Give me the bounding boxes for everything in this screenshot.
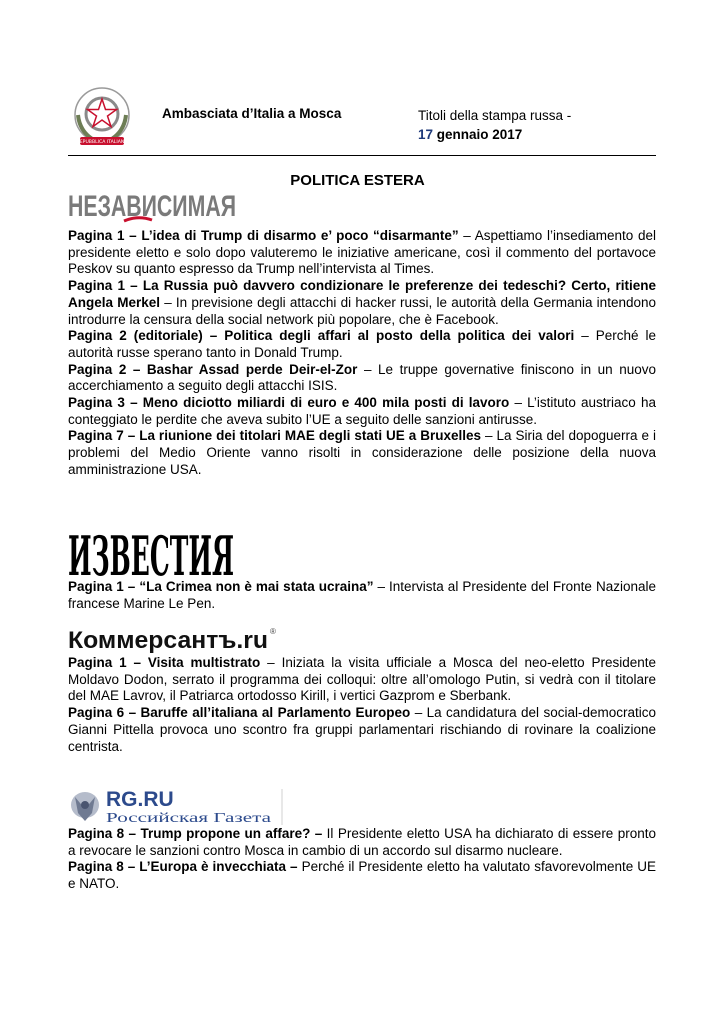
article-summary: – La Siria del dopoguerra e i problemi del Medio Oriente vanno risolti in considerazione delle posizione della nuova amministrazione USA. — [68, 428, 656, 477]
document-title: Titoli della stampa russa - — [418, 108, 572, 123]
embassy-name: Ambasciata d’Italia a Mosca — [162, 106, 342, 121]
svg-text:®: ® — [270, 627, 276, 636]
article-title: Pagina 3 – Meno diciotto miliardi di euro e 400 mila posti di lavoro — [68, 395, 510, 411]
article-summary: – In previsione degli attacchi di hacker russi, le autorità della Germania intendono introdurre la censura della social network più popolare, che è Facebook. — [68, 294, 656, 327]
italian-republic-emblem-icon — [70, 85, 134, 151]
article-item — [68, 228, 656, 278]
article-title: Pagina 2 – Bashar Assad perde Deir-el-Zor — [68, 361, 358, 377]
article-title: Pagina 8 – Trump propone un affare? – — [68, 826, 323, 841]
article-summary: – L’istituto austriaco ha conteggiato le perdite che aveva subito l’UE a seguito delle sanzioni antirusse. — [68, 395, 656, 427]
article-title: Pagina 1 – L’idea di Trump di disarmo e’ poco “disarmante” — [68, 228, 459, 243]
article-item — [68, 278, 656, 328]
kommersant-articles — [68, 655, 656, 755]
article-item — [68, 395, 656, 428]
svg-text:НЕЗАВИСИМАЯ: НЕЗАВИСИМАЯ — [68, 190, 236, 223]
nezavisimaya-articles — [68, 228, 656, 479]
section-title-text: POLITICA ESTERA — [290, 172, 425, 189]
article-item — [68, 655, 656, 705]
nezavisimaya-gazeta-logo — [68, 189, 238, 223]
article-item — [68, 859, 656, 892]
date-day: 17 — [418, 127, 434, 142]
izvestia-articles — [68, 579, 656, 612]
document-title-block — [418, 106, 571, 144]
article-summary: – Perché le autorità russe sperano tanto in Donald Trump. — [68, 328, 656, 360]
article-summary: – Le truppe governative finiscono in un nuovo accerchiamento a seguito degli attacchi ISIS. — [68, 361, 656, 394]
article-title: Pagina 8 – L’Europa è invecchiata – — [68, 859, 298, 875]
svg-text:REPUBBLICA ITALIANA: REPUBBLICA ITALIANA — [76, 140, 128, 145]
article-title: Pagina 1 – La Russia può davvero condizionare le preferenze dei tedeschi? Certo, ritiene Angela Merkel — [68, 278, 656, 310]
svg-text:Российская Газета: Российская Газета — [106, 811, 273, 826]
svg-text:ИЗВЕСТИЯ: ИЗВЕСТИЯ — [68, 527, 234, 579]
section-title — [0, 172, 725, 189]
article-title: Pagina 1 – Visita multistrato — [68, 655, 261, 670]
article-summary: – La candidatura del social-democratico Gianni Pittella provoca uno scontro fra gruppi parlamentari rischiando di rovinare la coalizione centrista. — [68, 705, 657, 754]
article-item — [68, 705, 656, 755]
article-title: Pagina 2 (editoriale) – Politica degli affari al posto della politica dei valori — [68, 328, 575, 344]
article-title: Pagina 6 – Baruffe all’italiana al Parlamento Europeo — [68, 705, 411, 721]
double-headed-eagle-icon — [71, 792, 99, 821]
article-item — [68, 328, 656, 361]
article-title: Pagina 7 – La riunione dei titolari MAE degli stati UE a Bruxelles — [68, 428, 482, 444]
document-date — [418, 125, 571, 144]
article-summary: – Aspettiamo l’insediamento del presidente eletto e solo dopo valuteremo le iniziative americane, così il commento del portavoce Peskov su quanto espresso da Trump nell’intervista al Times. — [68, 228, 656, 277]
svg-text:RG.RU: RG.RU — [106, 788, 174, 811]
kommersant-logo — [68, 624, 283, 654]
article-item — [68, 826, 656, 859]
article-summary: – Intervista al Presidente del Fronte Nazionale francese Marine Le Pen. — [68, 579, 656, 611]
date-month-year: gennaio 2017 — [433, 127, 523, 142]
svg-text:Коммерсантъ.ru: Коммерсантъ.ru — [68, 627, 268, 654]
document-header — [68, 85, 656, 156]
article-item — [68, 579, 656, 612]
article-item — [68, 428, 656, 478]
article-summary: Perché il Presidente eletto ha valutato sfavorevolmente UE e NATO. — [68, 859, 656, 892]
article-title: Pagina 1 – “La Crimea non è mai stata ucraina” — [68, 579, 374, 594]
rossiyskaya-gazeta-articles — [68, 826, 656, 893]
article-item — [68, 362, 656, 395]
rossiyskaya-gazeta-logo — [68, 787, 286, 827]
article-summary: – Iniziata la visita ufficiale a Mosca del neo-eletto Presidente Moldavo Dodon, serrato il programma dei colloqui: oltre all’omologo Putin, si vedrà con il titolare del MAE Lavrov, il Patriarca ortodosso Kirill, i vertici Gazprom e Sberbank. — [68, 655, 656, 704]
izvestia-logo — [68, 527, 236, 579]
article-summary: Il Presidente eletto USA ha dichiarato di essere pronto a revocare le sanzioni contro Mosca in cambio di un accordo sul disarmo nucleare. — [68, 826, 656, 858]
